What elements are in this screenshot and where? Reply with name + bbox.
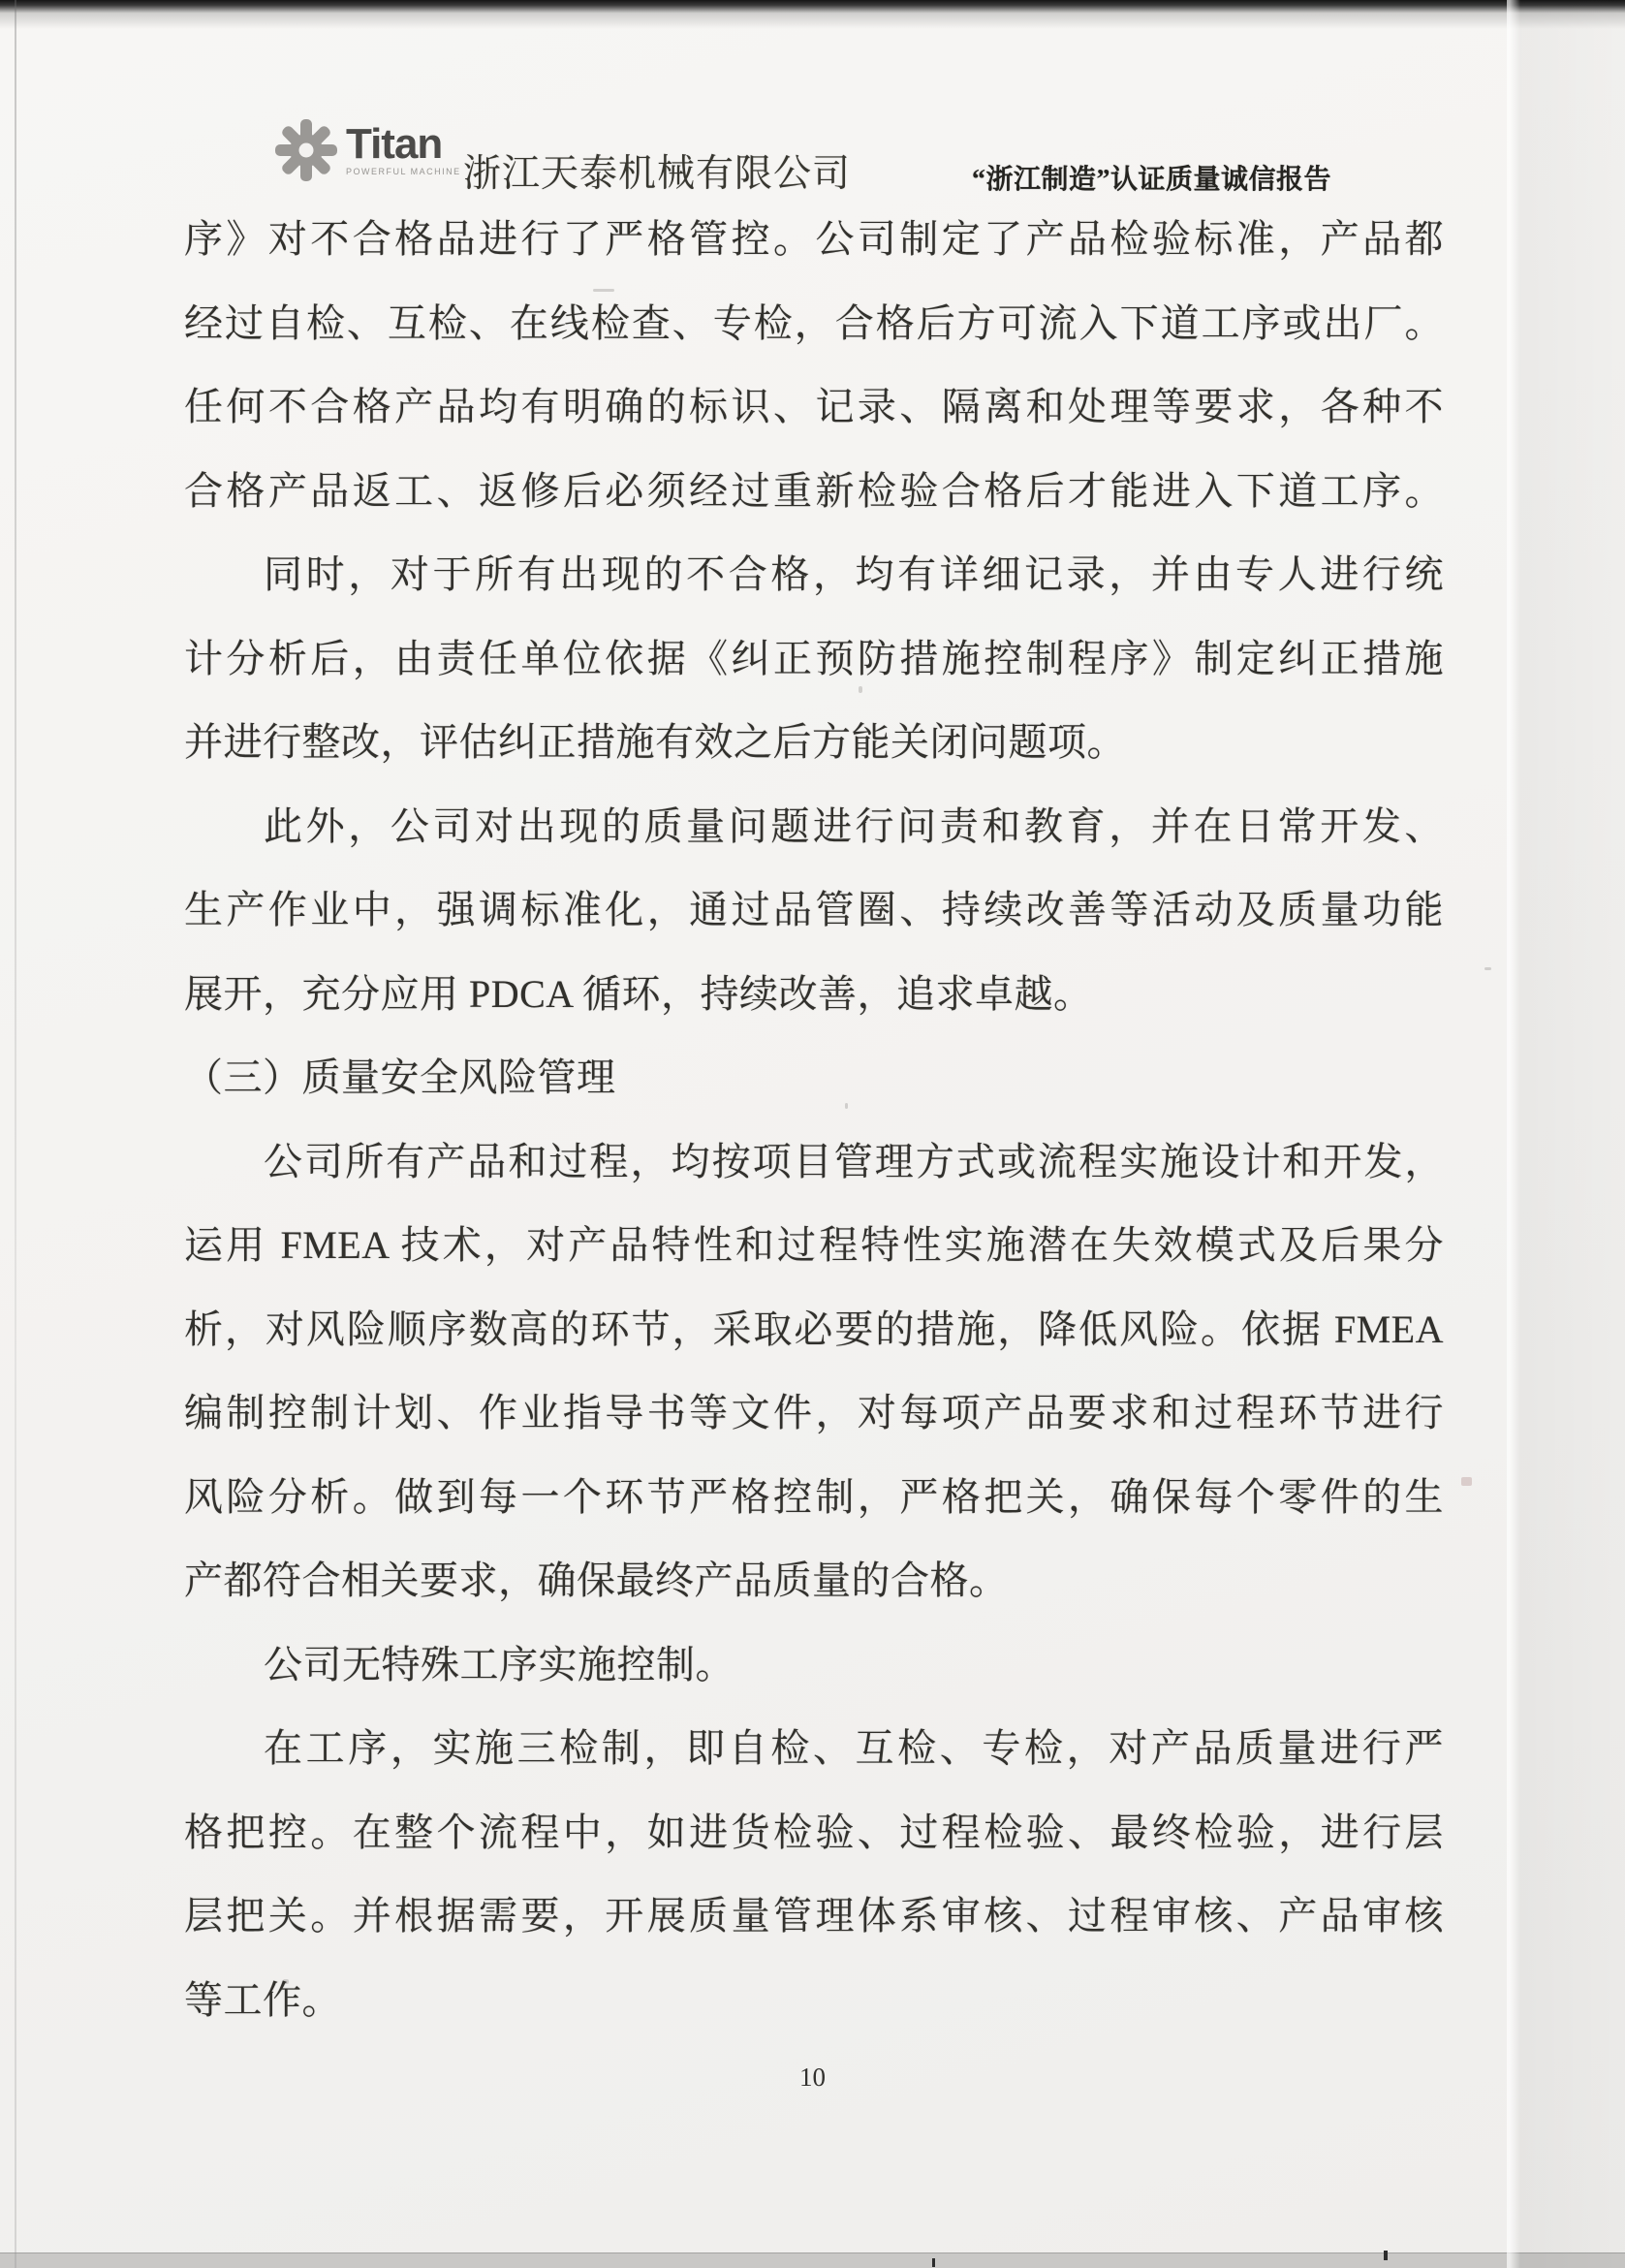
section-heading: （三）质量安全风险管理 <box>184 1055 616 1099</box>
text-line: 此外，公司对出现的质量问题进行问责和教育，并在日常开发、 <box>264 803 1444 848</box>
text-line: 同时，对于所有出现的不合格，均有详细记录，并由专人进行统 <box>264 552 1444 596</box>
document-body <box>184 198 1444 2042</box>
scan-speck <box>1461 1477 1472 1486</box>
text-line: 产都符合相关要求，确保最终产品质量的合格。 <box>184 1559 1009 1602</box>
scan-speck <box>1484 967 1491 970</box>
text-line: 层把关。并根据需要，开展质量管理体系审核、过程审核、产品审核 <box>184 1894 1444 1937</box>
scan-tick <box>932 2258 935 2267</box>
text-line: 展开，充分应用 PDCA 循环，持续改善，追求卓越。 <box>184 971 1093 1016</box>
text-line: 公司无特殊工序实施控制。 <box>264 1642 734 1686</box>
scan-bottom-edge <box>0 2252 1625 2268</box>
left-fold-line <box>15 0 16 2268</box>
report-title: “浙江制造”认证质量诚信报告 <box>972 165 1332 195</box>
text-line: 风险分析。做到每一个环节严格控制，严格把关，确保每个零件的生 <box>184 1474 1444 1519</box>
page-number: 10 <box>799 2063 826 2092</box>
text-line: 合格产品返工、返修后必须经过重新检验合格后才能进入下道工序。 <box>184 468 1444 513</box>
text-line: 格把控。在整个流程中，如进货检验、过程检验、最终检验，进行层 <box>184 1810 1444 1854</box>
text-line: 任何不合格产品均有明确的标识、记录、隔离和处理等要求，各种不 <box>184 385 1444 428</box>
text-line: 运用 FMEA 技术，对产品特性和过程特性实施潜在失效模式及后果分 <box>184 1223 1444 1267</box>
right-fold-line <box>1507 0 1625 2268</box>
scan-top-edge <box>0 0 1625 29</box>
text-line: 析，对风险顺序数高的环节，采取必要的措施，降低风险。依据 FMEA <box>184 1307 1444 1351</box>
company-name: 浙江天泰机械有限公司 <box>463 153 852 195</box>
text-line: 计分析后，由责任单位依据《纠正预防措施控制程序》制定纠正措施 <box>184 636 1444 680</box>
gear-icon <box>274 118 338 182</box>
logo-text <box>346 120 461 176</box>
text-line: 并进行整改，评估纠正措施有效之后方能关闭问题项。 <box>184 720 1126 764</box>
titan-logo <box>274 118 461 182</box>
scan-tick <box>1384 2251 1388 2260</box>
brand-name: Titan <box>346 120 443 168</box>
text-line: 经过自检、互检、在线检查、专检，合格后方可流入下道工序或出厂。 <box>184 300 1444 345</box>
text-line: 公司所有产品和过程，均按项目管理方式或流程实施设计和开发， <box>264 1139 1444 1183</box>
brand-tagline: POWERFUL MACHINE <box>346 167 461 176</box>
text-line: 编制控制计划、作业指导书等文件，对每项产品要求和过程环节进行 <box>184 1391 1444 1434</box>
text-line: 等工作。 <box>184 1977 341 2022</box>
text-line: 序》对不合格品进行了严格管控。公司制定了产品检验标准，产品都 <box>184 217 1444 261</box>
text-line: 生产作业中，强调标准化，通过品管圈、持续改善等活动及质量功能 <box>184 888 1444 931</box>
text-line: 在工序，实施三检制，即自检、互检、专检，对产品质量进行严 <box>264 1726 1444 1770</box>
